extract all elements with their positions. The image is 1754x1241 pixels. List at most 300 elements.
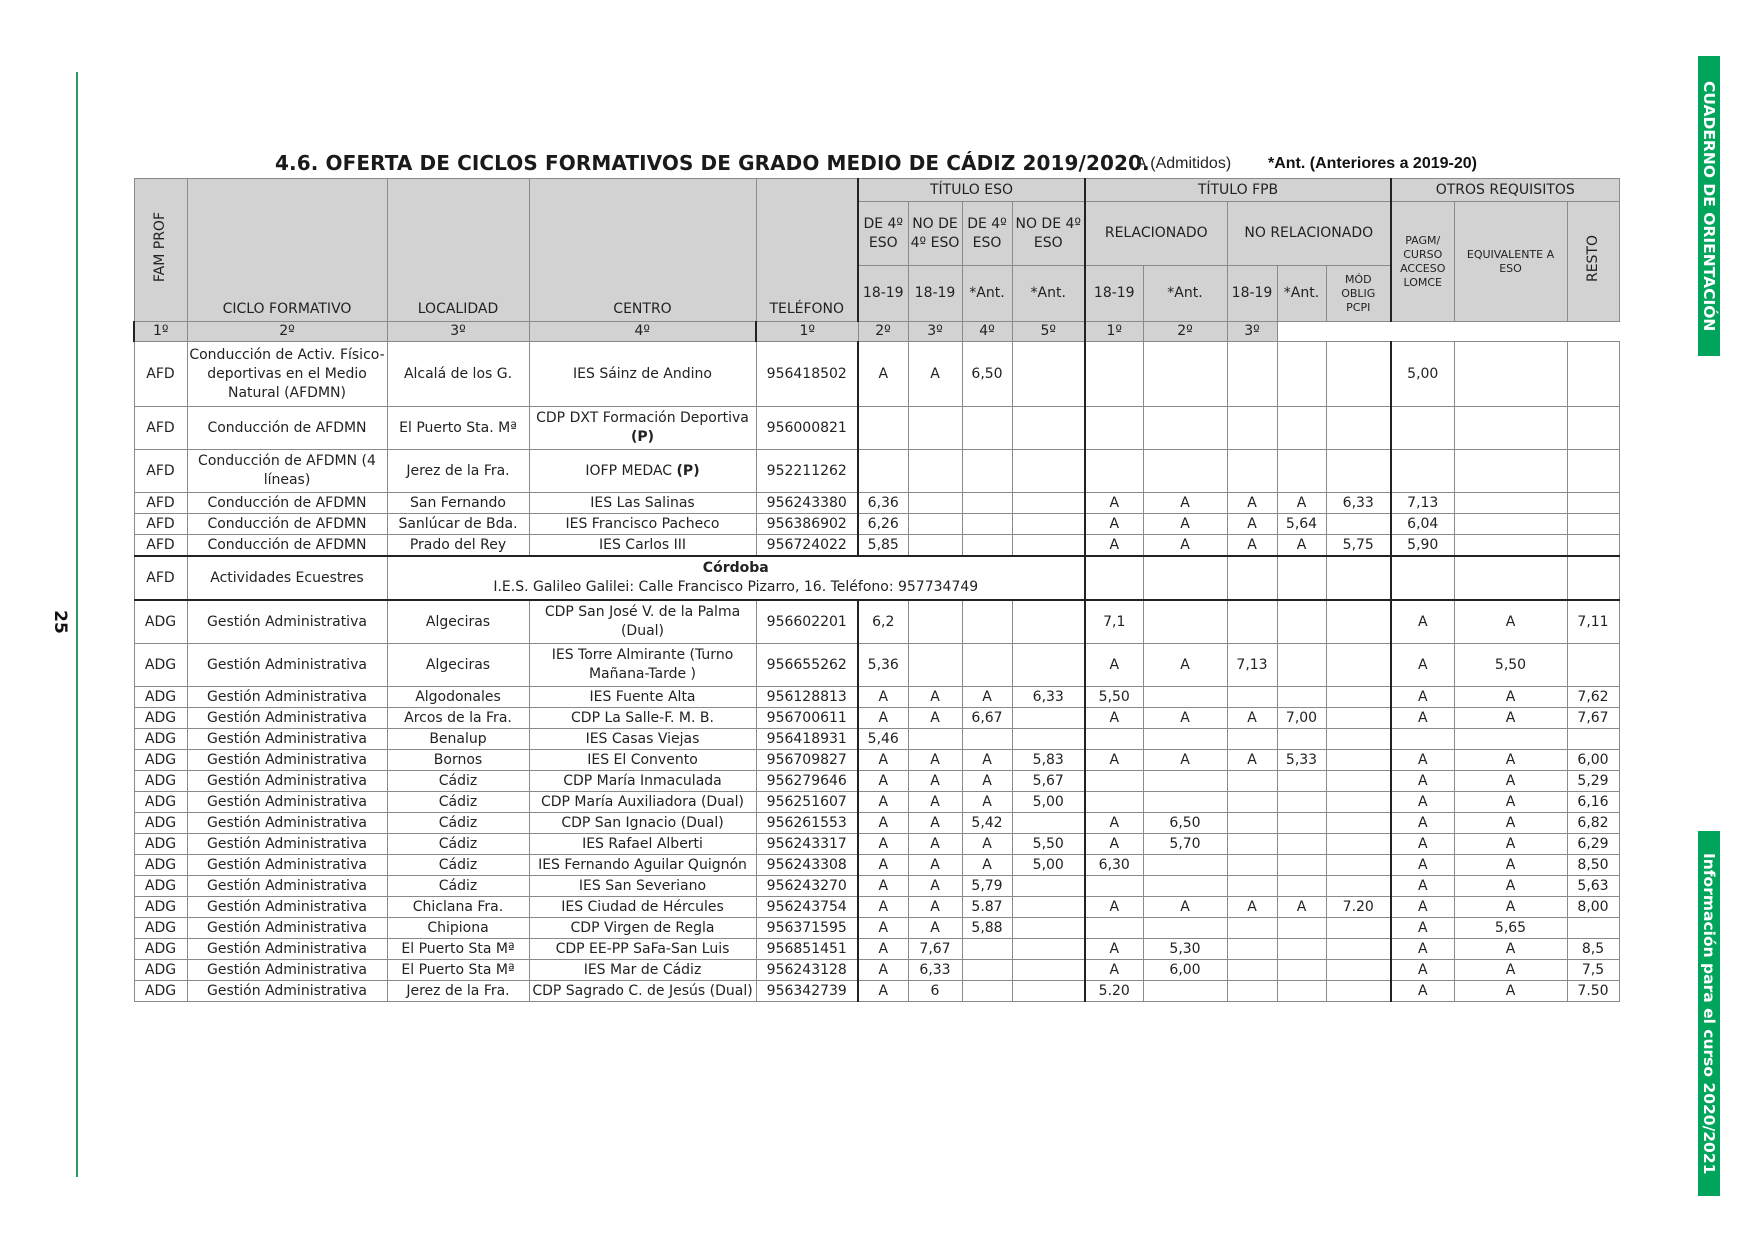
header-otros: OTROS REQUISITOS: [1391, 179, 1619, 202]
table-row: [134, 981, 1619, 1002]
cell-text: A: [1109, 751, 1120, 768]
cell-text: ADG: [144, 877, 177, 894]
table-cell: [1085, 813, 1143, 834]
cell-text: A: [1417, 772, 1428, 789]
cell-text: A: [878, 940, 889, 957]
table-cell: [756, 897, 858, 918]
table-cell: [1454, 342, 1567, 407]
table-cell: [1227, 771, 1277, 792]
table-cell: [387, 813, 529, 834]
cell-text: A: [930, 772, 940, 789]
table-row: [134, 771, 1619, 792]
table-cell: [858, 918, 908, 939]
cell-text: A: [878, 709, 889, 726]
cell-text: 6,50: [1169, 814, 1201, 831]
table-cell: [908, 750, 962, 771]
cell-text: 5,67: [1032, 772, 1064, 789]
cell-text: A: [982, 772, 992, 789]
header-sub: *Ant.: [1012, 266, 1085, 322]
table-cell: [908, 450, 962, 493]
table-cell: [1326, 708, 1391, 729]
table-cell: [962, 750, 1012, 771]
cell-text: ADG: [144, 688, 177, 705]
cell-text: A: [1505, 688, 1516, 705]
header-titulo-eso: TÍTULO ESO: [858, 179, 1085, 202]
table-cell: [1143, 897, 1227, 918]
table-cell: [1391, 535, 1454, 557]
cell-text: A: [1505, 856, 1516, 873]
table-cell: [1012, 708, 1085, 729]
table-cell: [1454, 535, 1567, 557]
cell-text: AFD: [146, 419, 175, 436]
cell-text: IES Fuente Alta: [589, 688, 696, 705]
table-cell: [1454, 687, 1567, 708]
table-cell: [134, 876, 187, 897]
cell-text: A: [982, 793, 992, 810]
table-cell: [908, 342, 962, 407]
cell-text: A: [1505, 772, 1516, 789]
table-cell: [187, 855, 387, 876]
cell-text: CDP EE-PP SaFa-San Luis: [555, 940, 730, 957]
table-cell: [1277, 600, 1326, 644]
table-cell: [1143, 771, 1227, 792]
table-cell: [387, 729, 529, 750]
table-cell: [1567, 407, 1619, 450]
cell-text: 956851451: [766, 940, 847, 957]
table-cell: [1085, 342, 1143, 407]
header-equivalente: EQUIVALENTE A ESO: [1454, 202, 1567, 322]
table-cell: [1391, 514, 1454, 535]
cell-text: IES Rafael Alberti: [582, 835, 703, 852]
table-cell: [1326, 813, 1391, 834]
table-cell: [387, 750, 529, 771]
cell-text: IES Mar de Cádiz: [583, 961, 702, 978]
table-cell: [908, 876, 962, 897]
page-number: 25: [49, 610, 70, 634]
cell-text: A: [982, 751, 992, 768]
header-num: 4º: [962, 322, 1012, 342]
table-cell: [1227, 876, 1277, 897]
cell-text: Cádiz: [438, 856, 478, 873]
table-cell: [908, 493, 962, 514]
table-cell: [1143, 687, 1227, 708]
table-cell: [1567, 729, 1619, 750]
table-cell: [1143, 939, 1227, 960]
table-cell: [1012, 792, 1085, 813]
cell-text: 6,26: [867, 515, 899, 532]
cell-text: Gestión Administrativa: [207, 613, 367, 630]
table-cell: [858, 939, 908, 960]
table-cell: [908, 708, 962, 729]
cell-text: Gestión Administrativa: [207, 772, 367, 789]
table-cell: [387, 450, 529, 493]
cell-text: El Puerto Sta. Mª: [399, 419, 517, 436]
table-cell: [187, 407, 387, 450]
table-cell: [134, 407, 187, 450]
table-cell: [1326, 493, 1391, 514]
table-cell: [756, 939, 858, 960]
cell-text: Gestión Administrativa: [207, 919, 367, 936]
table-cell: [1085, 750, 1143, 771]
cell-text: A: [930, 856, 940, 873]
table-cell: [187, 834, 387, 855]
cell-text: Gestión Administrativa: [207, 751, 367, 768]
table-cell: [529, 939, 756, 960]
table-cell: [962, 644, 1012, 687]
cell-text: Gestión Administrativa: [207, 835, 367, 852]
table-cell: [387, 771, 529, 792]
table-cell: [1277, 792, 1326, 813]
table-cell: [1567, 792, 1619, 813]
cell-text: 956724022: [766, 536, 847, 553]
header-sub: 18-19: [1085, 266, 1143, 322]
table-cell: [962, 876, 1012, 897]
cell-text: A: [878, 814, 889, 831]
table-cell: [858, 981, 908, 1002]
cell-text: Alcalá de los G.: [403, 365, 513, 382]
table-cell: [962, 897, 1012, 918]
cell-text: 5,29: [1577, 772, 1609, 789]
cell-text: IES Carlos III: [598, 536, 686, 553]
cell-text: Conducción de AFDMN: [207, 494, 367, 511]
table-cell: [1391, 771, 1454, 792]
cell-text: A: [1417, 940, 1428, 957]
table-cell: [134, 813, 187, 834]
header-resto: RESTO: [1567, 202, 1619, 322]
table-cell: [187, 918, 387, 939]
legend-admitidos: A (Admitidos): [1136, 155, 1232, 172]
table-cell: [387, 687, 529, 708]
cell-text: A: [1505, 793, 1516, 810]
table-cell: [962, 813, 1012, 834]
table-cell: [529, 855, 756, 876]
cell-text: 956243317: [766, 835, 847, 852]
cell-text: Gestión Administrativa: [207, 961, 367, 978]
table-cell: [1567, 960, 1619, 981]
table-cell: [858, 450, 908, 493]
table-cell: [858, 708, 908, 729]
side-label-bottom: Información para el curso 2020/2021: [1700, 852, 1718, 1175]
table-cell: [1085, 493, 1143, 514]
table-cell: [1391, 644, 1454, 687]
cell-text: Gestión Administrativa: [207, 856, 367, 873]
cell-text: Algeciras: [425, 613, 491, 630]
table-cell: [962, 600, 1012, 644]
cell-text: 956243380: [766, 494, 847, 511]
cell-text: Cádiz: [438, 835, 478, 852]
cell-text: 956261553: [766, 814, 847, 831]
table-row: [134, 876, 1619, 897]
table-cell: [1391, 918, 1454, 939]
table-cell: [1085, 535, 1143, 557]
table-cell: [387, 792, 529, 813]
cell-text: A: [1109, 940, 1120, 957]
cell-text: 7.20: [1342, 898, 1374, 915]
cell: [1085, 556, 1143, 600]
table-cell: [187, 750, 387, 771]
table-cell: [1567, 600, 1619, 644]
cell-text: Gestión Administrativa: [207, 877, 367, 894]
table-cell: [962, 981, 1012, 1002]
table-cell: [756, 855, 858, 876]
table-cell: [756, 750, 858, 771]
table-cell: [1143, 535, 1227, 557]
table-cell: [1391, 750, 1454, 771]
cell-text: 5,64: [1285, 515, 1318, 532]
table-cell: [962, 834, 1012, 855]
table-cell: [187, 813, 387, 834]
table-cell: [187, 687, 387, 708]
cell-text: 5,36: [867, 656, 899, 673]
table-cell: [1326, 792, 1391, 813]
table-cell: [1567, 493, 1619, 514]
cell-text: A: [878, 751, 889, 768]
table-cell: [1085, 687, 1143, 708]
table-cell: [1143, 729, 1227, 750]
cell-text: 7,1: [1103, 613, 1126, 630]
cell-text: A: [878, 961, 889, 978]
cell-text: ADG: [144, 856, 177, 873]
header-centro: CENTRO: [529, 179, 756, 322]
private-marker: (P): [630, 429, 655, 445]
table-cell: [858, 687, 908, 708]
table-cell: [1277, 855, 1326, 876]
cell-text: ADG: [144, 982, 177, 999]
cell-text: A: [1180, 656, 1190, 673]
table-cell: [1143, 960, 1227, 981]
table-cell: [387, 939, 529, 960]
table-cell: [1391, 960, 1454, 981]
cell-text: A: [930, 919, 940, 936]
cell-text: 5,30: [1169, 940, 1201, 957]
table-cell: [858, 535, 908, 557]
table-cell: [1085, 918, 1143, 939]
table-cell: [134, 981, 187, 1002]
cell-text: 5,88: [971, 919, 1003, 936]
cell-text: A: [878, 793, 889, 810]
cell-text: 7,67: [1577, 709, 1609, 726]
table-cell: [387, 535, 529, 557]
cell-text: A: [1247, 494, 1257, 511]
cell-text: 6,33: [1032, 688, 1064, 705]
cell-text: A: [930, 898, 940, 915]
cell-text: A: [930, 877, 940, 894]
table-cell: [756, 981, 858, 1002]
table-cell: [1277, 514, 1326, 535]
table-cell: [1012, 960, 1085, 981]
table-cell: [387, 708, 529, 729]
cell-text: 956243308: [766, 856, 847, 873]
table-cell: [962, 535, 1012, 557]
table-cell: [858, 729, 908, 750]
table-cell: [1567, 834, 1619, 855]
table-row: [134, 960, 1619, 981]
cell-text: 7,5: [1581, 961, 1605, 978]
table-cell: [756, 792, 858, 813]
cell-text: 7,67: [919, 940, 951, 957]
table-cell: [1326, 450, 1391, 493]
cell-text: A: [1417, 856, 1428, 873]
table-cell: [1277, 407, 1326, 450]
cell-text: 5,85: [867, 536, 899, 553]
cell-text: 8,50: [1577, 856, 1609, 873]
cell-text: 956279646: [766, 772, 847, 789]
cell-text: IES Francisco Pacheco: [565, 515, 720, 532]
table-cell: [962, 493, 1012, 514]
table-cell: [1326, 771, 1391, 792]
cell-text: A: [1505, 940, 1516, 957]
cell-text: A: [930, 814, 940, 831]
table-cell: [134, 750, 187, 771]
header-num: 2º: [1143, 322, 1227, 342]
cell-text: A: [930, 793, 940, 810]
table-cell: [756, 918, 858, 939]
cell-text: AFD: [146, 365, 175, 382]
cell-text: A: [930, 688, 940, 705]
table-cell: [1454, 750, 1567, 771]
cell-text: A: [1109, 709, 1120, 726]
header-sub: *Ant.: [1277, 266, 1326, 322]
cell-text: A: [1109, 656, 1120, 673]
cell-text: CDP La Salle-F. M. B.: [571, 709, 714, 726]
table-cell: [1227, 687, 1277, 708]
cell-text: A: [1180, 709, 1190, 726]
table-row: [134, 792, 1619, 813]
table-cell: [1143, 600, 1227, 644]
table-cell: [1391, 834, 1454, 855]
table-cell: [1326, 918, 1391, 939]
table-cell: [1567, 450, 1619, 493]
table-cell: [1326, 750, 1391, 771]
cell: [1326, 556, 1391, 600]
table-cell: [387, 834, 529, 855]
table-cell: [1567, 897, 1619, 918]
cell-text: ADG: [144, 613, 177, 630]
table-cell: [1454, 708, 1567, 729]
table-cell: [134, 342, 187, 407]
table-cell: [1391, 897, 1454, 918]
table-cell: [1454, 918, 1567, 939]
table-cell: [1391, 792, 1454, 813]
table-cell: [1012, 855, 1085, 876]
cell-text: CDP DXT Formación Deportiva: [536, 410, 749, 426]
cell-text: Gestión Administrativa: [207, 709, 367, 726]
cell-text: 7,13: [1236, 656, 1268, 673]
table-cell: [858, 771, 908, 792]
table-row: [134, 514, 1619, 535]
cell-text: A: [1417, 835, 1428, 852]
table-cell: [1277, 687, 1326, 708]
cell-text: A: [1417, 793, 1428, 810]
table-cell: [962, 792, 1012, 813]
cell-text: A: [1109, 961, 1120, 978]
cell-text: 5,75: [1342, 536, 1374, 553]
cell-text: 5,90: [1407, 536, 1439, 553]
table-cell: [1085, 514, 1143, 535]
header-relacionado: RELACIONADO: [1085, 202, 1227, 266]
table-cell: [1454, 855, 1567, 876]
table-cell: [134, 855, 187, 876]
table-cell: [134, 960, 187, 981]
cell-text: A: [1109, 898, 1120, 915]
cell-text: 956243754: [766, 898, 847, 915]
table-cell: [1326, 834, 1391, 855]
table-cell: [1567, 514, 1619, 535]
table-cell: [1391, 855, 1454, 876]
table-row: [134, 407, 1619, 450]
table-row: [134, 535, 1619, 557]
table-cell: [1227, 708, 1277, 729]
legend-anteriores: *Ant. (Anteriores a 2019-20): [1268, 155, 1477, 172]
cell-text: A: [1180, 898, 1190, 915]
cell-text: A: [1247, 536, 1257, 553]
cell-text: A: [1505, 898, 1516, 915]
cell-text: ADG: [144, 835, 177, 852]
cell-text: 5,00: [1032, 793, 1064, 810]
cell-text: El Puerto Sta Mª: [401, 940, 515, 957]
table-cell: [1143, 407, 1227, 450]
cell-text: A: [878, 856, 889, 873]
table-cell: [908, 918, 962, 939]
table-cell: [962, 514, 1012, 535]
table-cell: [1227, 981, 1277, 1002]
table-cell: [908, 981, 962, 1002]
cell-text: 6,33: [919, 961, 951, 978]
table-cell: [1454, 450, 1567, 493]
table-cell: [1143, 792, 1227, 813]
cell-text: A: [1109, 536, 1120, 553]
table-cell: [187, 708, 387, 729]
table-cell: [1454, 939, 1567, 960]
table-cell: [1454, 771, 1567, 792]
table-cell: [1277, 918, 1326, 939]
cell-text: 956342739: [766, 982, 847, 999]
header-localidad: LOCALIDAD: [387, 179, 529, 322]
cell-text: Chiclana Fra.: [412, 898, 504, 915]
cell-text: A: [1505, 835, 1516, 852]
cell-text: A: [1180, 751, 1190, 768]
table-cell: [1227, 342, 1277, 407]
header-num: 1º: [134, 322, 187, 342]
table-cell: [529, 644, 756, 687]
cell-text: ADG: [144, 898, 177, 915]
table-cell: [187, 792, 387, 813]
table-cell: [1391, 939, 1454, 960]
table-cell: [858, 834, 908, 855]
table-row: [134, 342, 1619, 407]
table-cell: [1454, 644, 1567, 687]
cell-text: 7,13: [1407, 494, 1439, 511]
cell-text: Gestión Administrativa: [207, 940, 367, 957]
table-cell: [1391, 876, 1454, 897]
table-cell: [134, 792, 187, 813]
table-cell: [1567, 687, 1619, 708]
table-cell: [1567, 918, 1619, 939]
table-cell: [387, 644, 529, 687]
table-cell: [1085, 771, 1143, 792]
table-cell: [756, 600, 858, 644]
cell-text: 956243270: [766, 877, 847, 894]
table-cell: [858, 855, 908, 876]
table-cell: [529, 750, 756, 771]
header-de4b: DE 4º ESO: [962, 202, 1012, 266]
table-cell: [756, 834, 858, 855]
table-cell: [858, 792, 908, 813]
header-num: 1º: [1085, 322, 1143, 342]
table-cell: [1277, 981, 1326, 1002]
cell-text: Gestión Administrativa: [207, 793, 367, 810]
header-num: 4º: [529, 322, 756, 342]
